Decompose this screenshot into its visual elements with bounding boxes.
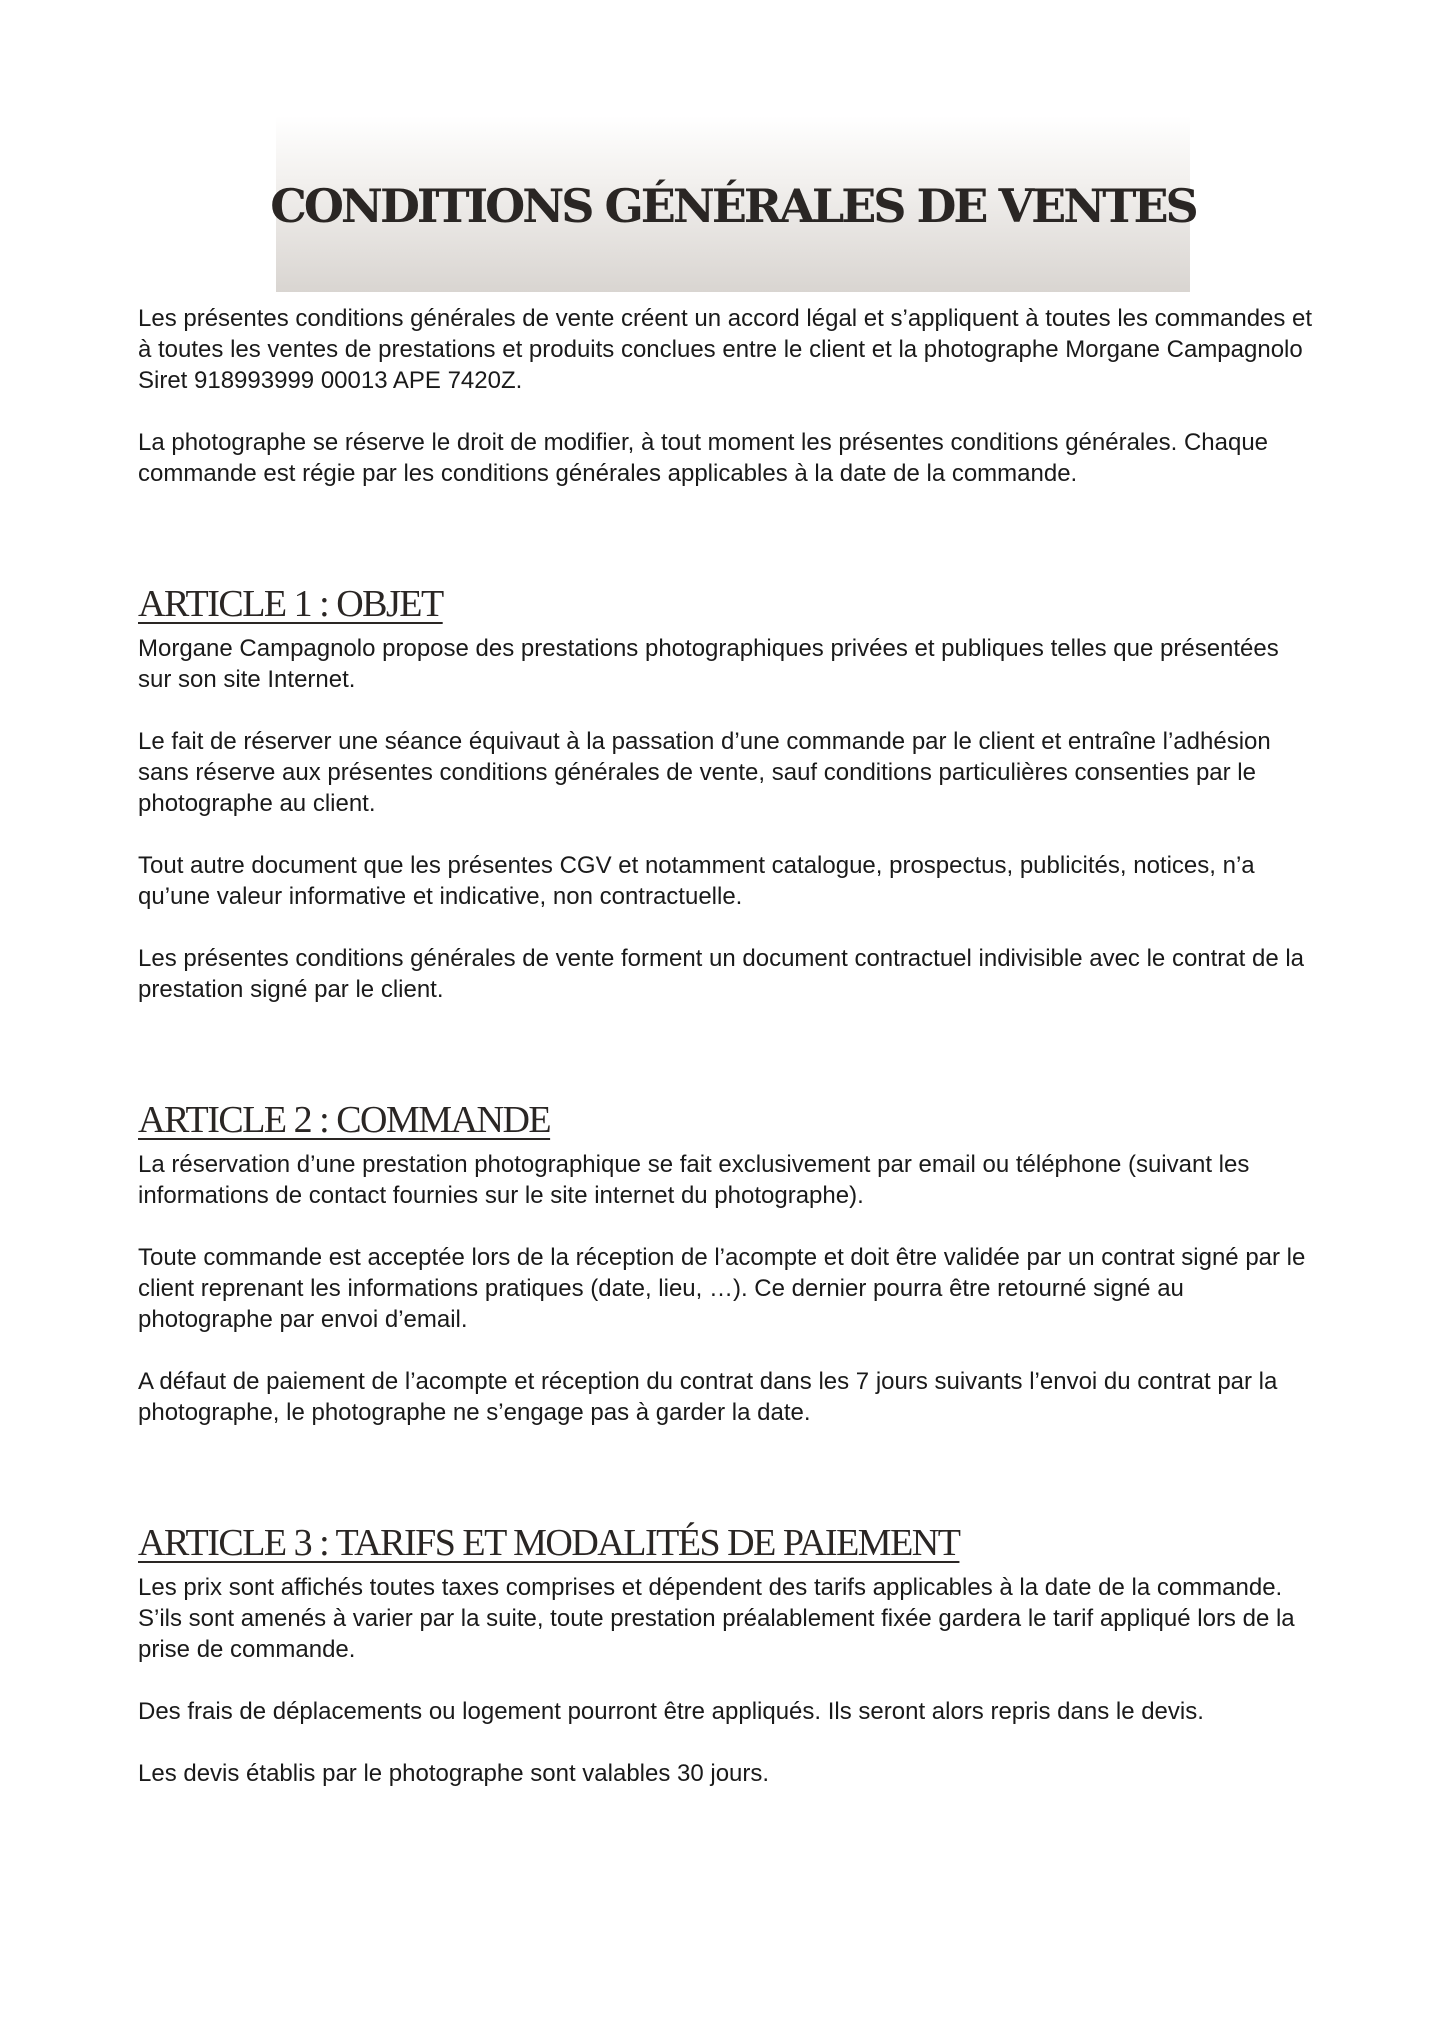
article-3 (138, 1520, 1318, 1789)
article-1 (138, 581, 1318, 1005)
article-2 (138, 1097, 1318, 1428)
article-paragraph: Les prix sont affichés toutes taxes comprises et dépendent des tarifs applicables à la date de la commande. S’ils sont amenés à varier par la suite, toute prestation préalablement fixée gardera le tarif appliqué lors de la prise de commande. (138, 1574, 1295, 1663)
article-paragraph: Le fait de réserver une séance équivaut à la passation d’une commande par le client et entraîne l’adhésion sans réserve aux présentes conditions générales de vente, sauf conditions particulières consenties par le photographe au client. (138, 728, 1271, 817)
article-1-heading: ARTICLE 1 : OBJET (138, 583, 443, 625)
article-paragraph: Des frais de déplacements ou logement pourront être appliqués. Ils seront alors repris dans le devis. (138, 1698, 1204, 1725)
article-paragraph: Morgane Campagnolo propose des prestations photographiques privées et publiques telles que présentées sur son site Internet. (138, 635, 1279, 693)
document-title: CONDITIONS GÉNÉRALES DE VENTES (270, 179, 1196, 233)
intro-paragraph: Les présentes conditions générales de vente créent un accord légal et s’appliquent à toutes les commandes et à toutes les ventes de prestations et produits conclues entre le client et la photographe Morgane Campagnolo Siret 918993999 00013 APE 7420Z. (138, 305, 1313, 394)
document-body (138, 303, 1318, 1789)
article-paragraph: A défaut de paiement de l’acompte et réception du contrat dans les 7 jours suivants l’envoi du contrat par la photographe, le photographe ne s’engage pas à garder la date. (138, 1368, 1278, 1426)
intro-paragraph: La photographe se réserve le droit de modifier, à tout moment les présentes conditions générales. Chaque commande est régie par les conditions générales applicables à la date de la commande. (138, 429, 1269, 487)
article-2-heading: ARTICLE 2 : COMMANDE (138, 1099, 551, 1141)
article-paragraph: Les présentes conditions générales de vente forment un document contractuel indivisible avec le contrat de la prestation signé par le client. (138, 945, 1305, 1003)
article-paragraph: La réservation d’une prestation photographique se fait exclusivement par email ou téléphone (suivant les informations de contact fournies sur le site internet du photographe). (138, 1151, 1250, 1209)
title-banner (270, 116, 1196, 292)
article-paragraph: Les devis établis par le photographe sont valables 30 jours. (138, 1760, 770, 1787)
article-paragraph: Tout autre document que les présentes CGV et notamment catalogue, prospectus, publicités, notices, n’a qu’une valeur informative et indicative, non contractuelle. (138, 852, 1255, 910)
article-3-heading: ARTICLE 3 : TARIFS ET MODALITÉS DE PAIEMENT (138, 1522, 960, 1564)
article-paragraph: Toute commande est acceptée lors de la réception de l’acompte et doit être validée par un contrat signé par le client reprenant les informations pratiques (date, lieu, …). Ce dernier pourra être retourné signé au photographe par envoi d’email. (138, 1244, 1306, 1333)
